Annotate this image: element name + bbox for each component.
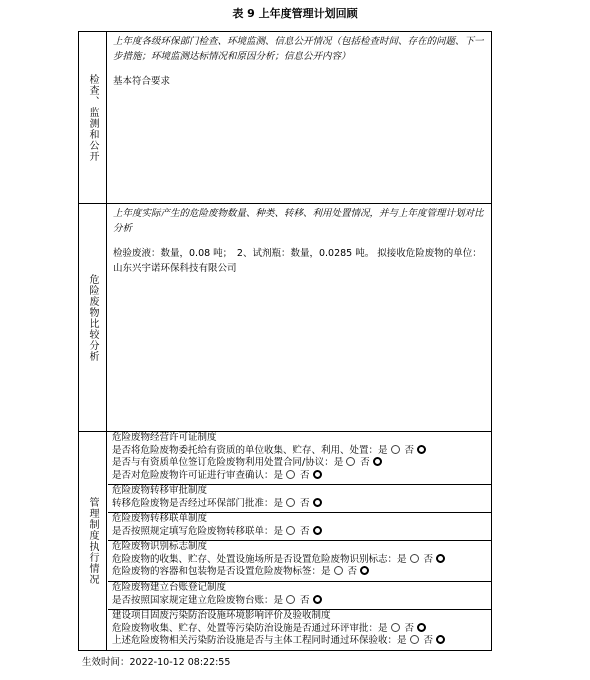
check-line bbox=[112, 457, 491, 470]
yes-label: 是 bbox=[397, 635, 407, 646]
effective-time: 生效时间：2022-10-12 08:22:55 bbox=[82, 657, 231, 668]
yes-radio[interactable] bbox=[286, 526, 295, 535]
yes-radio[interactable] bbox=[410, 635, 419, 644]
no-label: 否 bbox=[404, 444, 415, 456]
transfer-approval-group bbox=[108, 485, 491, 513]
hazardous-label-cell bbox=[79, 204, 107, 431]
no-label: 否 bbox=[347, 566, 358, 577]
yes-radio[interactable] bbox=[286, 470, 295, 479]
group-heading: 建设项目固废污染防治设施环境影响评价及验收制度 bbox=[112, 610, 331, 621]
check-line bbox=[112, 498, 491, 511]
check-question: 危险废物收集、贮存、处置等污染防治设施是否通过环评审批： bbox=[112, 622, 379, 634]
eia-acceptance-group bbox=[108, 610, 491, 650]
management-label: 管理制度执行情况 bbox=[87, 497, 98, 585]
transfer-manifest-group bbox=[108, 513, 491, 541]
hazardous-answer[interactable]: 检验废液：数量，0.08 吨； 2、试剂瓶：数量，0.0285 吨。 拟接收危险废物的单位：山东兴宇诺环保科技有限公司 bbox=[113, 248, 482, 274]
yes-label: 是 bbox=[273, 594, 284, 606]
management-label-cell bbox=[79, 432, 107, 650]
yes-label: 是 bbox=[378, 444, 388, 456]
no-label: 否 bbox=[300, 469, 310, 481]
check-question: 转移危险废物是否经过环保部门批准： bbox=[112, 497, 274, 509]
table-title: 表 9 上年度管理计划回顾 bbox=[232, 7, 358, 20]
no-label: 否 bbox=[423, 553, 434, 565]
no-label: 否 bbox=[300, 497, 310, 509]
check-line bbox=[112, 526, 491, 539]
inspection-row bbox=[79, 32, 491, 204]
no-radio[interactable] bbox=[436, 554, 445, 563]
no-radio[interactable] bbox=[360, 566, 369, 575]
inspection-content bbox=[113, 34, 487, 89]
inspection-answer[interactable]: 基本符合要求 bbox=[113, 76, 171, 87]
yes-label: 是 bbox=[273, 497, 284, 509]
hazardous-row bbox=[79, 204, 491, 432]
management-row bbox=[79, 432, 491, 650]
yes-radio[interactable] bbox=[346, 457, 355, 466]
yes-label: 是 bbox=[397, 553, 407, 565]
group-heading: 危险废物建立台账登记制度 bbox=[112, 582, 227, 593]
no-radio[interactable] bbox=[313, 526, 322, 535]
yes-radio[interactable] bbox=[410, 554, 419, 563]
no-label: 否 bbox=[300, 594, 310, 606]
no-label: 否 bbox=[404, 622, 415, 634]
no-radio[interactable] bbox=[373, 457, 382, 466]
yes-label: 是 bbox=[378, 622, 388, 634]
plan-review-table bbox=[78, 31, 492, 651]
check-question: 上述危险废物相关污染防治设施是否与主体工程同时通过环保验收： bbox=[112, 635, 398, 646]
yes-radio[interactable] bbox=[391, 445, 400, 454]
check-line bbox=[112, 566, 491, 579]
check-question: 是否与有资质单位签订危险废物利用处置合同/协议： bbox=[112, 457, 334, 468]
yes-label: 是 bbox=[273, 525, 284, 537]
ledger-registration-group bbox=[108, 582, 491, 610]
check-line bbox=[112, 635, 491, 648]
yes-radio[interactable] bbox=[391, 623, 400, 632]
no-label: 否 bbox=[360, 457, 370, 468]
group-heading: 危险废物转移审批制度 bbox=[112, 485, 208, 496]
yes-label: 是 bbox=[321, 566, 331, 577]
group-heading: 危险废物识别标志制度 bbox=[112, 541, 208, 552]
check-question: 是否按照国家规定建立危险废物台账： bbox=[112, 594, 274, 606]
inspection-prompt: 上年度各级环保部门检查、环境监测、信息公开情况（包括检查时间、存在的问题、下一步措施；环境监测达标情况和原因分析；信息公开内容） bbox=[113, 36, 484, 62]
check-line bbox=[112, 554, 491, 567]
no-radio[interactable] bbox=[436, 635, 445, 644]
no-label: 否 bbox=[300, 525, 310, 537]
no-radio[interactable] bbox=[417, 623, 426, 632]
permit-system-group bbox=[108, 432, 491, 485]
check-question: 是否按照规定填写危险废物转移联单： bbox=[112, 525, 274, 537]
check-question: 是否将危险废物委托给有资质的单位收集、贮存、利用、处置： bbox=[112, 444, 379, 456]
yes-label: 是 bbox=[273, 469, 284, 481]
yes-radio[interactable] bbox=[286, 498, 295, 507]
check-line bbox=[112, 470, 491, 483]
no-radio[interactable] bbox=[417, 445, 426, 454]
hazardous-label: 危险废物比较分析 bbox=[87, 273, 98, 362]
yes-radio[interactable] bbox=[334, 566, 343, 575]
hazardous-content bbox=[113, 206, 487, 276]
identification-mark-group bbox=[108, 541, 491, 582]
no-radio[interactable] bbox=[313, 498, 322, 507]
no-radio[interactable] bbox=[313, 470, 322, 479]
yes-radio[interactable] bbox=[286, 595, 295, 604]
check-question: 危险废物的收集、贮存、处置设施场所是否设置危险废物识别标志： bbox=[112, 553, 398, 565]
check-question: 危险废物的容器和包装物是否设置危险废物标签： bbox=[112, 566, 322, 577]
yes-label: 是 bbox=[333, 457, 344, 468]
inspection-label-cell bbox=[79, 32, 107, 203]
no-radio[interactable] bbox=[313, 595, 322, 604]
check-line bbox=[112, 595, 491, 608]
no-label: 否 bbox=[423, 635, 434, 646]
inspection-label: 检查、监测和公开 bbox=[87, 73, 98, 162]
check-line bbox=[112, 445, 491, 458]
group-heading: 危险废物经营许可证制度 bbox=[112, 432, 217, 443]
group-heading: 危险废物转移联单制度 bbox=[112, 513, 208, 524]
check-line bbox=[112, 623, 491, 636]
hazardous-prompt: 上年度实际产生的危险废物数量、种类、转移、利用处置情况，并与上年度管理计划对比分析 bbox=[113, 208, 484, 234]
check-question: 是否对危险废物许可证进行审查确认： bbox=[112, 469, 274, 481]
